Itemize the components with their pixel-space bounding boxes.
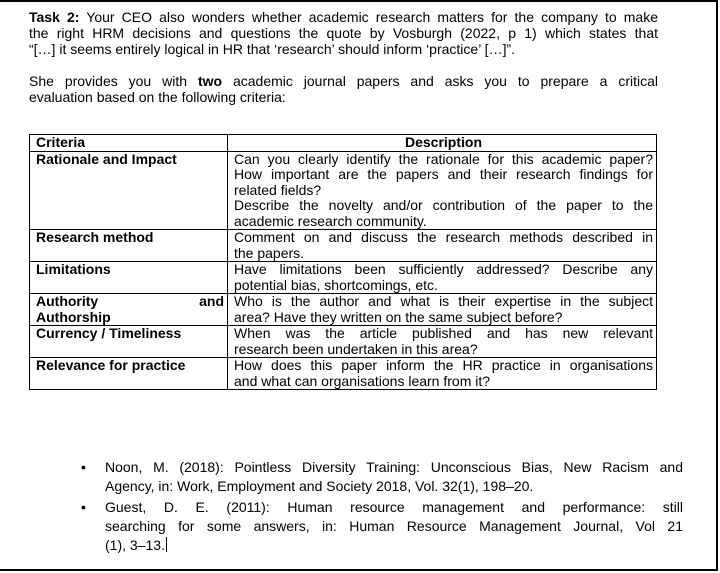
description-cell: Have limitations been sufficiently addressed? Describe any potential bias, shortcomings, etc. <box>228 262 657 294</box>
task-intro <box>29 9 658 105</box>
para2-line-1: She provides you with two academic journal papers and asks you to prepare a critical <box>29 73 658 89</box>
criteria-cell: Authority and Authorship <box>30 294 228 326</box>
task-label: Task 2: <box>29 9 80 25</box>
table-row <box>30 326 657 358</box>
intro-line-3: “[…] it seems entirely logical in HR that ‘research’ should inform ‘practice’ […]”. <box>29 41 516 57</box>
criteria-cell: Rationale and Impact <box>30 151 228 230</box>
description-cell: When was the article published and has new relevant research been undertaken in this area? <box>228 326 657 358</box>
last-reference-line[interactable]: (1), 3–13. <box>105 537 165 553</box>
header-description: Description <box>228 135 657 152</box>
description-cell: How does this paper inform the HR practice in organisations and what can organisations learn from it? <box>228 358 657 390</box>
description-cell: Comment on and discuss the research methods described in the papers. <box>228 230 657 262</box>
criteria-cell: Limitations <box>30 262 228 294</box>
bullet-icon: • <box>81 499 86 515</box>
table-row <box>30 294 657 326</box>
table-row <box>30 358 657 390</box>
table-row <box>30 262 657 294</box>
table-row <box>30 230 657 262</box>
description-cell: Who is the author and what is their expertise in the subject area? Have they written on the same subject before? <box>228 294 657 326</box>
criteria-table <box>29 134 657 390</box>
description-cell: Can you clearly identify the rationale for this academic paper? How important are the papers and their research findings for related fields? Describe the novelty and/or contribution of the paper to the academic research community. <box>228 151 657 230</box>
table-header-row <box>30 135 657 152</box>
list-item: • Noon, M. (2018): Pointless Diversity Training: Unconscious Bias, New Racism and Agency, in: Work, Employment and Society 2018, Vol. 32(1), 198–20. <box>81 459 683 494</box>
list-item: • Guest, D. E. (2011): Human resource management and performance: still searching for some answers, in: Human Resource Management Journal, Vol 21 (1), 3–13. <box>81 499 683 553</box>
header-criteria: Criteria <box>30 135 228 152</box>
intro-line-2: the right HRM decisions and questions the quote by Vosburgh (2022, p 1) which states that <box>29 25 658 41</box>
text-cursor <box>166 537 167 552</box>
bullet-icon: • <box>81 459 86 475</box>
reference-list <box>80 458 683 557</box>
para2-line-2: evaluation based on the following criteria: <box>29 89 286 105</box>
criteria-cell: Research method <box>30 230 228 262</box>
criteria-cell: Relevance for practice <box>30 358 228 390</box>
criteria-cell: Currency / Timeliness <box>30 326 228 358</box>
intro-line-1: Task 2: Your CEO also wonders whether academic research matters for the company to make <box>29 9 658 25</box>
table-row <box>30 151 657 230</box>
